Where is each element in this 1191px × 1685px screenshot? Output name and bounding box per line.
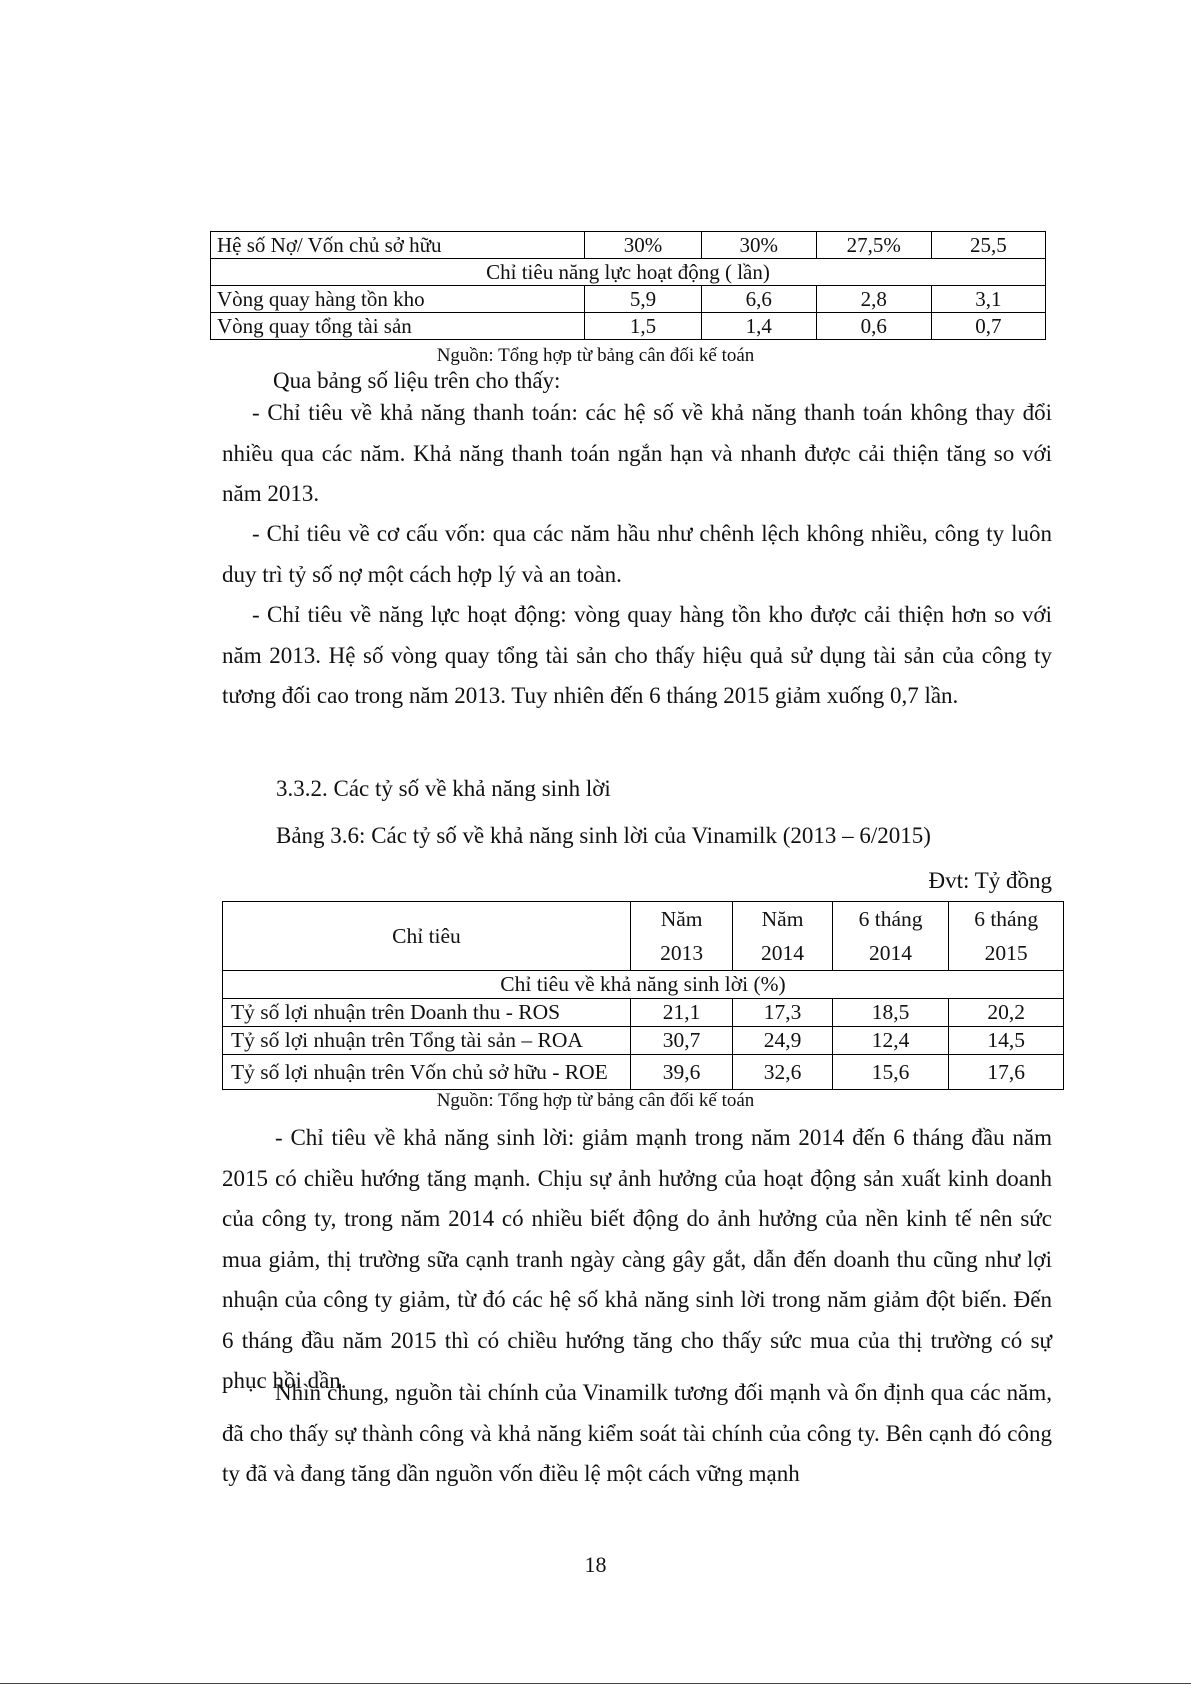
table-row — [223, 1055, 1064, 1090]
cell-value: 39,6 — [630, 1055, 732, 1090]
profitability-paragraph: - Chỉ tiêu về khả năng sinh lời: giảm mạnh trong năm 2014 đến 6 tháng đầu năm 2015 có chiều hướng tăng mạnh. Chịu sự ảnh hưởng của hoạt động sản xuất kinh doanh của công ty, trong năm 2014 có nhiều biết động do ảnh hưởng của nền kinh tế nên sức mua giảm, thị trường sữa cạnh tranh ngày càng gây gắt, dẫn đến doanh thu cũng như lợi nhuận của công ty giảm, từ đó các hệ số khả năng sinh lời trong năm giảm đột biến. Đến 6 tháng đầu năm 2015 thì có chiều hướng tăng cho thấy sức mua của thị trường có sự phục hồi dần. — [222, 1125, 1052, 1393]
row-label: Tỷ số lợi nhuận trên Doanh thu - ROS — [223, 999, 631, 1027]
cell-value: 1,4 — [701, 313, 816, 340]
column-header — [949, 902, 1064, 971]
cell-value: 2,8 — [816, 286, 931, 313]
row-label: Vòng quay hàng tồn kho — [211, 286, 585, 313]
activity-paragraph: - Chỉ tiêu về năng lực hoạt động: vòng quay hàng tồn kho được cải thiện hơn so với năm 2013. Hệ số vòng quay tổng tài sản cho thấy hiệu quả sử dụng tài sản của công ty tương đối cao trong năm 2013. Tuy nhiên đến 6 tháng 2015 giảm xuống 0,7 lần. — [222, 602, 1052, 708]
capital-structure-paragraph: - Chỉ tiêu về cơ cấu vốn: qua các năm hầu như chênh lệch không nhiều, công ty luôn duy trì tỷ số nợ một cách hợp lý và an toàn. — [222, 521, 1052, 587]
column-header-line2: 2014 — [761, 941, 805, 965]
row-label: Vòng quay tổng tài sản — [211, 313, 585, 340]
conclusion-paragraph: Nhìn chung, nguồn tài chính của Vinamilk tương đối mạnh và ổn định qua các năm, đã cho thấy sự thành công và khả năng kiểm soát tài chính của công ty. Bên cạnh đó công ty đã và đang tăng dần nguồn vốn điều lệ một cách vững mạnh — [222, 1380, 1052, 1486]
ratio-table-continued — [210, 231, 1046, 340]
table2-source-note: Nguồn: Tổng hợp từ bảng cân đối kế toán — [436, 1090, 755, 1111]
table-row — [223, 999, 1064, 1027]
table-row — [211, 286, 1046, 313]
cell-value: 20,2 — [949, 999, 1064, 1027]
row-label: Tỷ số lợi nhuận trên Tổng tài sản – ROA — [223, 1027, 631, 1055]
table1-source-note: Nguồn: Tổng hợp từ bảng cân đối kế toán — [436, 345, 755, 366]
cell-value: 21,1 — [630, 999, 732, 1027]
section-label: Chỉ tiêu năng lực hoạt động ( lần) — [211, 259, 1046, 286]
column-header — [832, 902, 948, 971]
cell-value: 5,9 — [585, 286, 701, 313]
cell-value: 30,7 — [630, 1027, 732, 1055]
column-header-indicator: Chỉ tiêu — [223, 902, 631, 971]
cell-value: 24,9 — [733, 1027, 833, 1055]
cell-value: 0,7 — [931, 313, 1045, 340]
section-heading: 3.3.2. Các tỷ số về khả năng sinh lời — [276, 776, 611, 801]
intro-paragraph: Qua bảng số liệu trên cho thấy: — [273, 368, 561, 393]
profitability-table — [222, 901, 1064, 1090]
column-header-line2: 2013 — [660, 941, 704, 965]
table-section-row — [223, 971, 1064, 999]
liquidity-paragraph: - Chỉ tiêu về khả năng thanh toán: các hệ số về khả năng thanh toán không thay đổi nhiều qua các năm. Khả năng thanh toán ngắn hạn và nhanh được cải thiện tăng so với năm 2013. — [222, 400, 1052, 506]
table-row — [211, 232, 1046, 259]
unit-label: Đvt: Tỷ đồng — [928, 868, 1052, 893]
column-header-line1: 6 tháng — [974, 907, 1039, 931]
column-header-line2: 2014 — [869, 941, 913, 965]
column-header-line2: 2015 — [984, 941, 1028, 965]
cell-value: 15,6 — [832, 1055, 948, 1090]
cell-value: 30% — [701, 232, 816, 259]
column-header-line1: 6 tháng — [858, 907, 923, 931]
table-row — [211, 313, 1046, 340]
cell-value: 17,6 — [949, 1055, 1064, 1090]
cell-value: 18,5 — [832, 999, 948, 1027]
column-header — [733, 902, 833, 971]
column-header-line1: Năm — [660, 907, 703, 931]
cell-value: 27,5% — [816, 232, 931, 259]
cell-value: 14,5 — [949, 1027, 1064, 1055]
cell-value: 30% — [585, 232, 701, 259]
cell-value: 12,4 — [832, 1027, 948, 1055]
cell-value: 25,5 — [931, 232, 1045, 259]
section-label: Chỉ tiêu về khả năng sinh lời (%) — [223, 971, 1064, 999]
table2-caption: Bảng 3.6: Các tỷ số về khả năng sinh lời của Vinamilk (2013 – 6/2015) — [276, 823, 931, 848]
cell-value: 17,3 — [733, 999, 833, 1027]
table-section-row — [211, 259, 1046, 286]
bottom-divider — [0, 1683, 1191, 1684]
cell-value: 0,6 — [816, 313, 931, 340]
cell-value: 32,6 — [733, 1055, 833, 1090]
table-header-row — [223, 902, 1064, 971]
cell-value: 6,6 — [701, 286, 816, 313]
column-header-line1: Năm — [761, 907, 804, 931]
cell-value: 3,1 — [931, 286, 1045, 313]
column-header — [630, 902, 732, 971]
cell-value: 1,5 — [585, 313, 701, 340]
table-row — [223, 1027, 1064, 1055]
row-label: Hệ số Nợ/ Vốn chủ sở hữu — [211, 232, 585, 259]
page-number: 18 — [584, 1552, 607, 1577]
row-label: Tỷ số lợi nhuận trên Vốn chủ sở hữu - ROE — [223, 1055, 631, 1090]
